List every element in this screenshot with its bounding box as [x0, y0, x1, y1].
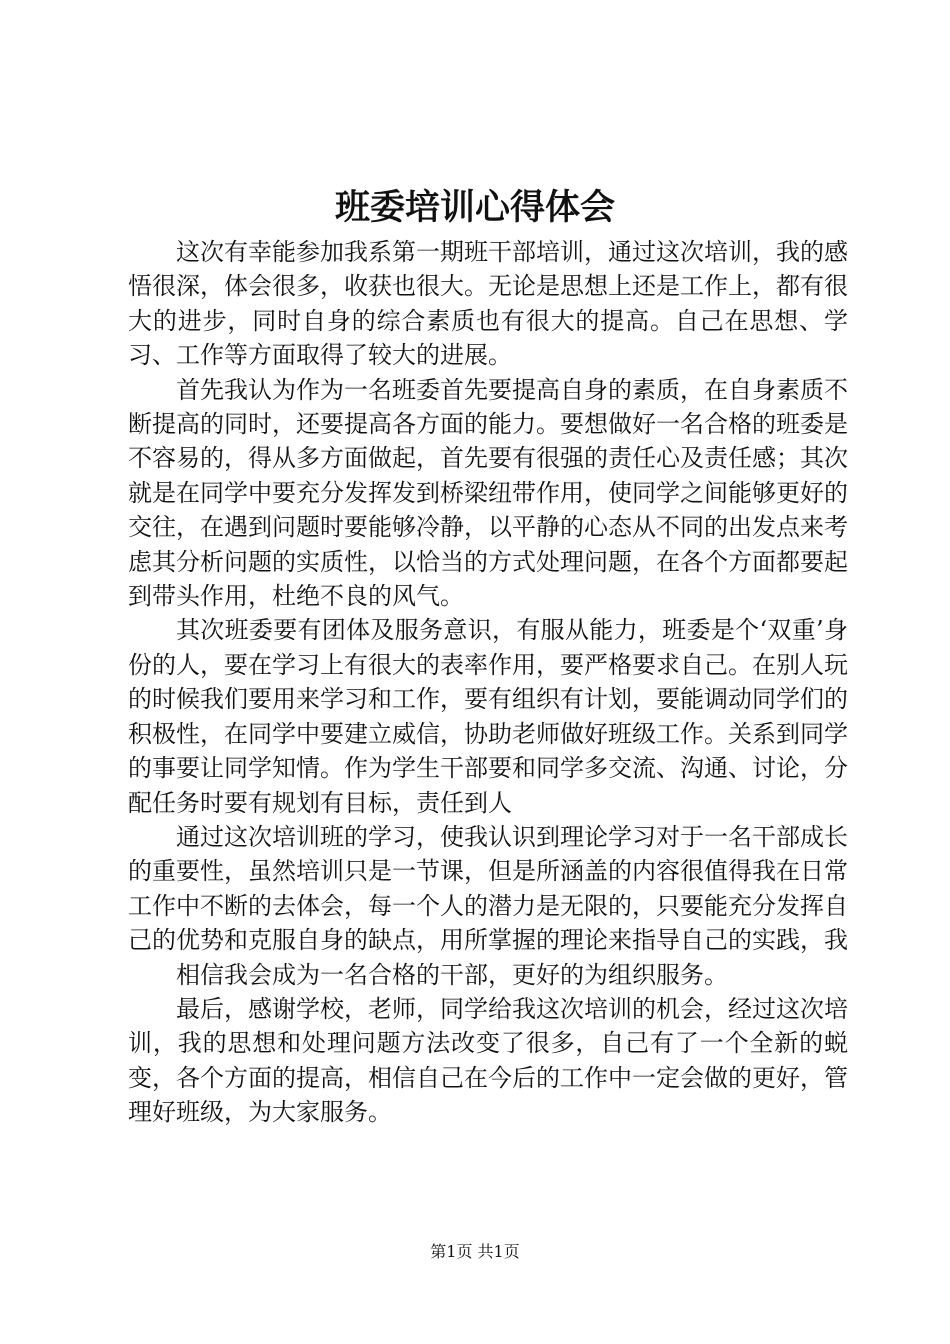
- page-number-current: 第1页: [430, 1242, 473, 1261]
- paragraph-theory-learning: 通过这次培训班的学习，使我认识到理论学习对于一名干部成长的重要性，虽然培训只是一节课，但是所涵盖的内容很值得我在日常工作中不断的去体会，每一个人的潜力是无限的，只要能充分发挥自己的优势和克服自身的缺点，用所掌握的理论来指导自己的实践，我: [128, 822, 848, 955]
- paragraph-intro: 这次有幸能参加我系第一期班干部培训，通过这次培训，我的感悟很深，体会很多，收获也很大。无论是思想上还是工作上，都有很大的进步，同时自身的综合素质也有很大的提高。自己在思想、学习、工作等方面取得了较大的进展。: [128, 238, 848, 370]
- page-footer: [0, 1240, 950, 1264]
- document-title: 班委培训心得体会: [334, 187, 615, 228]
- paragraph-confidence: 相信我会成为一名合格的干部，更好的为组织服务。: [176, 960, 728, 989]
- paragraph-thanks: 最后，感谢学校，老师，同学给我这次培训的机会，经过这次培训，我的思想和处理问题方法改变了很多，自己有了一个全新的蜕变，各个方面的提高，相信自己在今后的工作中一定会做的更好，管理好班级，为大家服务。: [128, 994, 848, 1127]
- paragraph-self-improvement: 首先我认为作为一名班委首先要提高自身的素质，在自身素质不断提高的同时，还要提高各方面的能力。要想做好一名合格的班委是不容易的，得从多方面做起，首先要有很强的责任心及责任感；其次就是在同学中要充分发挥发到桥梁纽带作用，使同学之间能够更好的交往，在遇到问题时要能够冷静，以平静的心态从不同的出发点来考虑其分析问题的实质性，以恰当的方式处理问题，在各个方面都要起到带头作用，杜绝不良的风气。: [128, 375, 848, 611]
- paragraph-service-awareness: 其次班委要有团体及服务意识，有服从能力，班委是个‘双重’身份的人，要在学习上有很大的表率作用，要严格要求自己。在别人玩的时候我们要用来学习和工作，要有组织有计划，要能调动同学们的积极性，在同学中要建立威信，协助老师做好班级工作。关系到同学的事要让同学知情。作为学生干部要和同学多交流、沟通、讨论，分配任务时要有规划有目标，责任到人: [128, 616, 848, 817]
- document-body: [128, 235, 848, 1130]
- page-number-total: 共1页: [477, 1242, 520, 1261]
